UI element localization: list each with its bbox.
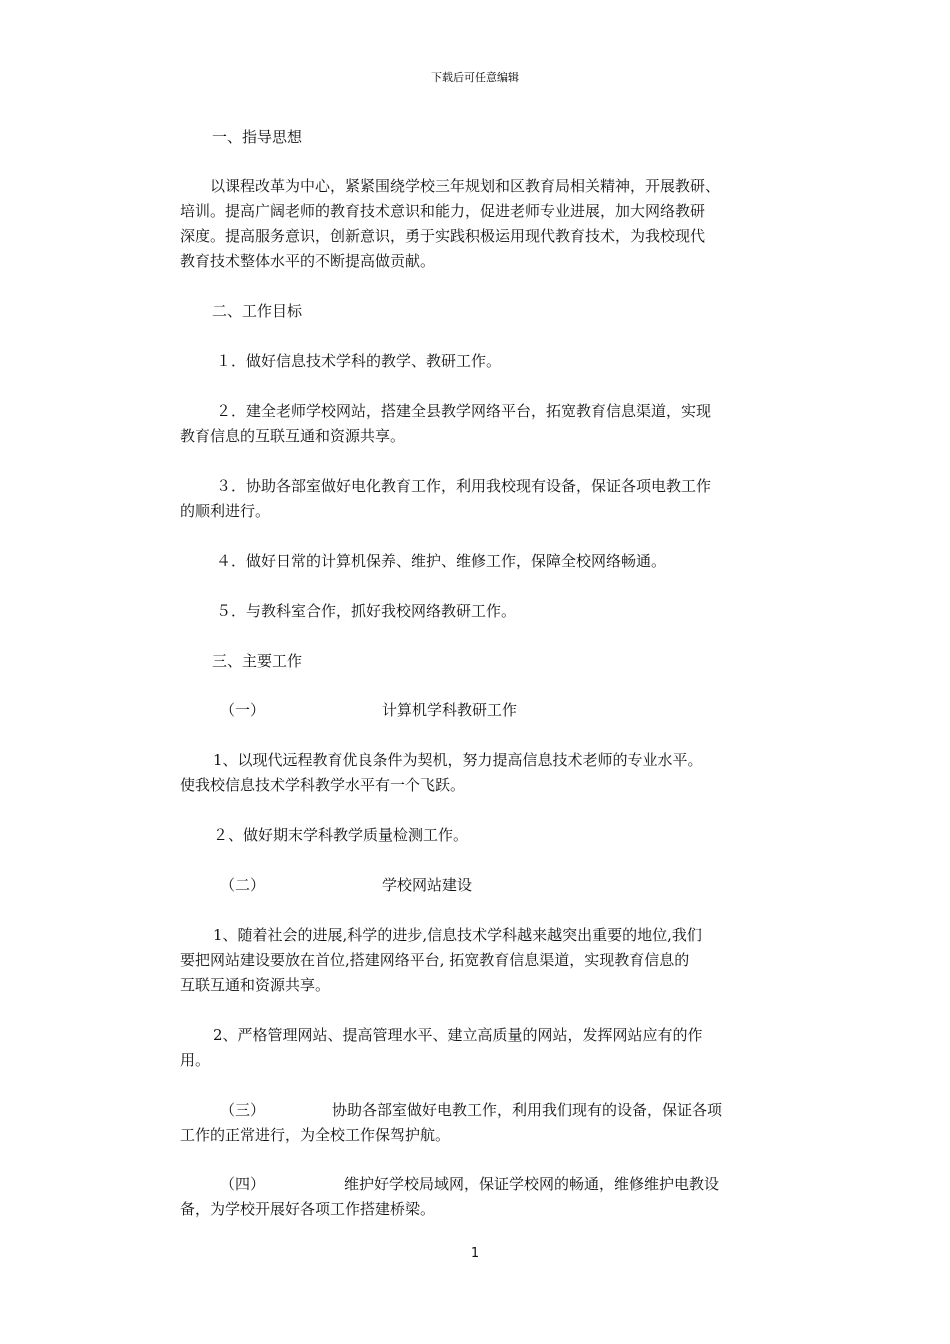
sub1-paragraph-1: 1、以现代远程教育优良条件为契机，努力提高信息技术老师的专业水平。 <box>213 751 703 769</box>
goal-item-2: ２．建全老师学校网站，搭建全县教学网络平台，拓宽教育信息渠道，实现 <box>216 402 712 420</box>
text-line: 教育技术整体水平的不断提高做贡献。 <box>180 252 436 270</box>
subsection-text-4: 维护好学校局域网，保证学校网的畅通，维修维护电教设 <box>344 1175 720 1193</box>
sub2-paragraph-2: 2、严格管理网站、提高管理水平、建立高质量的网站，发挥网站应有的作 <box>213 1026 703 1044</box>
subsection-title-2: 学校网站建设 <box>382 876 473 894</box>
sub1-paragraph-1-cont: 使我校信息技术学科教学水平有一个飞跃。 <box>180 776 466 794</box>
subsection-text-3-cont: 工作的正常进行，为全校工作保驾护航。 <box>180 1126 451 1144</box>
subsection-text-4-cont: 备，为学校开展好各项工作搭建桥梁。 <box>180 1200 436 1218</box>
sub2-paragraph-1-cont: 要把网站建设要放在首位,搭建网络平台, 拓宽教育信息渠道，实现教育信息的 <box>180 951 690 969</box>
goal-item-3-cont: 的顺利进行。 <box>180 502 271 520</box>
goal-item-3: ３．协助各部室做好电化教育工作，利用我校现有设备，保证各项电教工作 <box>216 477 712 495</box>
text-line: 深度。提高服务意识，创新意识，勇于实践积极运用现代教育技术，为我校现代 <box>180 227 706 245</box>
subsection-text-3: 协助各部室做好电教工作，利用我们现有的设备，保证各项 <box>332 1101 723 1119</box>
text-line: 培训。提高广阔老师的教育技术意识和能力，促进老师专业进展，加大网络教研 <box>180 202 706 220</box>
paragraph-guiding-thought <box>180 174 780 274</box>
sub2-paragraph-2-cont: 用。 <box>180 1051 211 1069</box>
goal-item-1: １．做好信息技术学科的教学、教研工作。 <box>216 352 502 370</box>
sub1-paragraph-2: ２、做好期末学科教学质量检测工作。 <box>213 826 469 844</box>
section-heading-2: 二、工作目标 <box>212 302 303 320</box>
subsection-label-1: （一） <box>220 701 266 719</box>
page-header: 下载后可任意编辑 <box>431 71 519 84</box>
goal-item-5: ５．与教科室合作，抓好我校网络教研工作。 <box>216 602 517 620</box>
section-heading-1: 一、指导思想 <box>212 128 303 146</box>
subsection-label-3: （三） <box>220 1101 266 1119</box>
goal-item-2-cont: 教育信息的互联互通和资源共享。 <box>180 427 406 445</box>
subsection-label-4: （四） <box>220 1175 266 1193</box>
text-line: 以课程改革为中心，紧紧围绕学校三年规划和区教育局相关精神，开展教研、 <box>210 177 721 195</box>
goal-item-4: ４．做好日常的计算机保养、维护、维修工作，保障全校网络畅通。 <box>216 552 667 570</box>
page-number: 1 <box>470 1246 480 1261</box>
sub2-paragraph-1: 1、随着社会的进展,科学的进步,信息技术学科越来越突出重要的地位,我们 <box>213 926 702 944</box>
subsection-label-2: （二） <box>220 876 266 894</box>
subsection-title-1: 计算机学科教研工作 <box>382 701 518 719</box>
sub2-paragraph-1-cont: 互联互通和资源共享。 <box>180 976 331 994</box>
section-heading-3: 三、主要工作 <box>212 652 303 670</box>
